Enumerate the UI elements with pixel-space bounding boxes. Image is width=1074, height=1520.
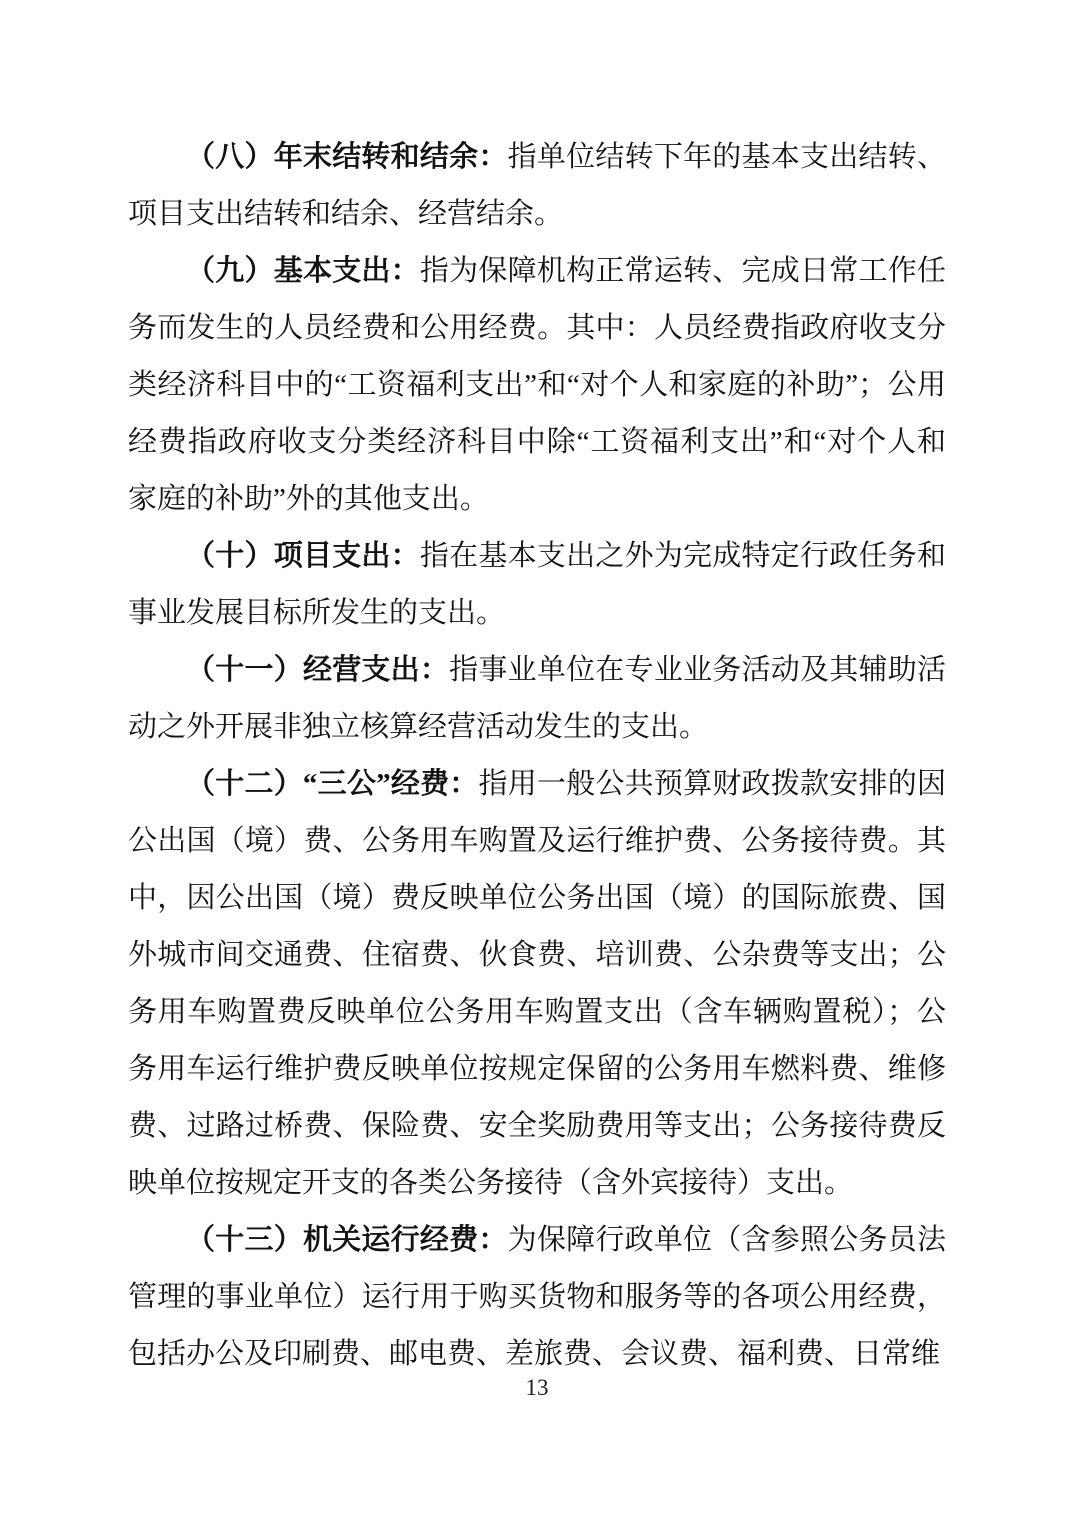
term-label: （九）基本支出： xyxy=(186,255,420,287)
paragraph-definition-9 xyxy=(128,243,946,528)
paragraph-definition-8 xyxy=(128,129,946,243)
term-definition: 指事业单位在专业业务活动及其辅助活动之外开展非独立核算经营活动发生的支出。 xyxy=(128,654,946,743)
paragraph-definition-12 xyxy=(128,756,946,1212)
paragraph-definition-11 xyxy=(128,642,946,756)
term-definition: 指单位结转下年的基本支出结转、项目支出结转和结余、经营结余。 xyxy=(128,141,946,230)
term-definition: 指用一般公共预算财政拨款安排的因公出国（境）费、公务用车购置及运行维护费、公务接待费。其中，因公出国（境）费反映单位公务出国（境）的国际旅费、国外城市间交通费、住宿费、伙食费、培训费、公杂费等支出；公务用车购置费反映单位公务用车购置支出（含车辆购置税）；公务用车运行维护费反映单位按规定保留的公务用车燃料费、维修费、过路过桥费、保险费、安全奖励费用等支出；公务接待费反映单位按规定开支的各类公务接待（含外宾接待）支出。 xyxy=(128,768,946,1199)
paragraph-definition-10 xyxy=(128,528,946,642)
term-label: （十一）经营支出： xyxy=(186,654,450,686)
term-label: （八）年末结转和结余： xyxy=(186,141,508,173)
term-definition: 指为保障机构正常运转、完成日常工作任务而发生的人员经费和公用经费。其中：人员经费指政府收支分类经济科目中的“工资福利支出”和“对个人和家庭的补助”；公用经费指政府收支分类经济科目中除“工资福利支出”和“对个人和家庭的补助”外的其他支出。 xyxy=(128,255,946,515)
term-definition: 为保障行政单位（含参照公务员法管理的事业单位）运行用于购买货物和服务等的各项公用经费，包括办公及印刷费、邮电费、差旅费、会议费、福利费、日常维 xyxy=(128,1224,946,1370)
term-label: （十三）机关运行经费： xyxy=(186,1224,508,1256)
paragraph-definition-13 xyxy=(128,1212,946,1383)
page-number: 13 xyxy=(525,1375,549,1400)
term-definition: 指在基本支出之外为完成特定行政任务和事业发展目标所发生的支出。 xyxy=(128,540,946,629)
document-body xyxy=(128,129,946,1383)
term-label: （十二）“三公”经费： xyxy=(186,768,479,800)
term-label: （十）项目支出： xyxy=(186,540,420,572)
